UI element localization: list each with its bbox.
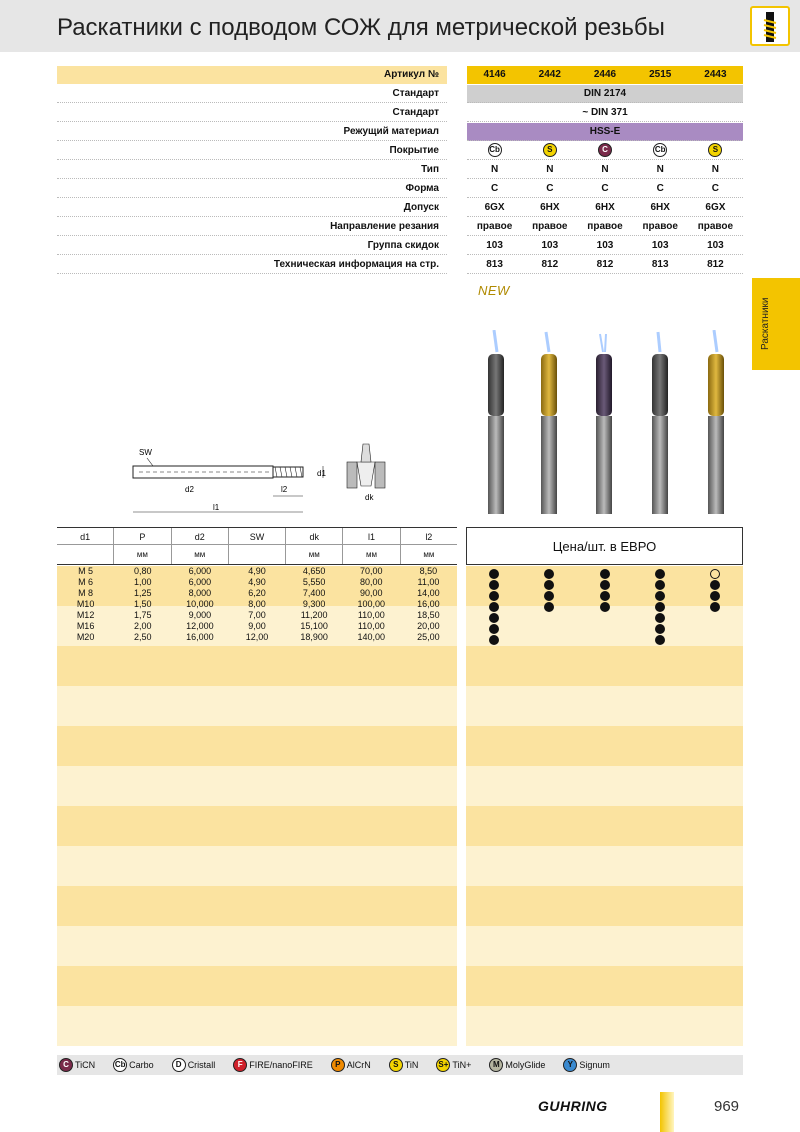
article-number: 2446 bbox=[593, 69, 617, 80]
direction-value: правое bbox=[476, 221, 513, 232]
discount-value: 103 bbox=[541, 240, 559, 251]
table-cell: 1,75 bbox=[133, 610, 152, 620]
availability-cell bbox=[577, 577, 632, 588]
coating-badge-icon: S bbox=[389, 1058, 403, 1072]
availability-cell bbox=[577, 632, 632, 643]
availability-cell bbox=[466, 566, 521, 577]
availability-row bbox=[466, 577, 743, 588]
column-unit bbox=[57, 545, 114, 564]
table-row bbox=[57, 588, 457, 599]
legend-label: FIRE/nanoFIRE bbox=[249, 1060, 313, 1070]
brand-logo: GUHRING bbox=[538, 1098, 608, 1114]
table-cell: 8,000 bbox=[188, 588, 212, 598]
legend-label: Carbo bbox=[129, 1060, 154, 1070]
table-cell: 0,80 bbox=[133, 566, 152, 576]
article-label: Артикул № bbox=[57, 66, 447, 84]
legend-label: TiN+ bbox=[452, 1060, 472, 1070]
table-cell: 16,00 bbox=[417, 599, 440, 609]
table-cell: 4,90 bbox=[248, 577, 266, 587]
table-row bbox=[57, 577, 457, 588]
form-value: C bbox=[601, 183, 609, 194]
table-cell: 18,900 bbox=[300, 632, 328, 642]
tolerance-value: 6GX bbox=[705, 202, 726, 213]
info-page: 812 bbox=[541, 259, 559, 270]
table-cell: 6,20 bbox=[248, 588, 266, 598]
form-value: C bbox=[711, 183, 720, 194]
tool-2446 bbox=[596, 334, 612, 514]
article-row bbox=[57, 66, 743, 85]
tolerance-label: Допуск bbox=[57, 199, 447, 217]
column-unit: мм bbox=[172, 545, 229, 564]
availability-cell bbox=[577, 610, 632, 621]
table-header bbox=[57, 527, 457, 545]
table-cell: 11,00 bbox=[417, 577, 440, 587]
legend-item bbox=[113, 1058, 154, 1072]
column-header: l1 bbox=[343, 528, 400, 544]
article-number: 2515 bbox=[649, 69, 672, 80]
availability-cell bbox=[521, 610, 576, 621]
tool-2515 bbox=[652, 332, 668, 514]
legend-item bbox=[436, 1058, 471, 1072]
availability-cell bbox=[688, 610, 743, 621]
availability-cell bbox=[466, 588, 521, 599]
table-cell: 70,00 bbox=[360, 566, 383, 576]
section-tab[interactable] bbox=[752, 278, 800, 370]
table-cell: 1,50 bbox=[133, 599, 152, 609]
availability-cell bbox=[688, 632, 743, 643]
standard-label: Стандарт bbox=[57, 85, 447, 103]
column-header: d1 bbox=[57, 528, 114, 544]
table-cell: 11,200 bbox=[300, 610, 328, 620]
table-cell: 1,00 bbox=[133, 577, 152, 587]
availability-cell bbox=[632, 610, 687, 621]
table-cell: 5,550 bbox=[302, 577, 326, 587]
price-header: Цена/шт. в ЕВРО bbox=[466, 527, 743, 565]
legend-item bbox=[331, 1058, 371, 1072]
availability-grid bbox=[466, 566, 743, 643]
info-page: 812 bbox=[707, 259, 724, 270]
table-row bbox=[57, 610, 457, 621]
availability-cell bbox=[632, 632, 687, 643]
material-value: HSS-E bbox=[589, 126, 621, 137]
tolerance-value: 6HX bbox=[595, 202, 615, 213]
direction-value: правое bbox=[587, 221, 623, 232]
dimensions-table bbox=[57, 527, 457, 565]
table-cell: M16 bbox=[76, 621, 95, 631]
coating-cell bbox=[467, 142, 522, 159]
table-cell: 7,400 bbox=[302, 588, 326, 598]
table-cell: 20,00 bbox=[417, 621, 440, 631]
availability-cell bbox=[521, 588, 576, 599]
tap-icon bbox=[750, 6, 790, 46]
standard2-row bbox=[57, 104, 743, 123]
availability-cell bbox=[688, 621, 743, 632]
availability-cell bbox=[466, 577, 521, 588]
availability-cell bbox=[688, 577, 743, 588]
table-cell: 7,00 bbox=[248, 610, 266, 620]
column-header: l2 bbox=[425, 532, 433, 542]
discount-row bbox=[57, 237, 743, 256]
type-value: N bbox=[711, 164, 720, 175]
table-cell: 25,00 bbox=[417, 632, 440, 642]
column-header: d2 bbox=[172, 528, 229, 544]
section-tab-label: Раскатники bbox=[760, 297, 771, 350]
table-cell: 12,000 bbox=[186, 621, 214, 631]
table-cell: 110,00 bbox=[357, 621, 385, 631]
row-band bbox=[57, 806, 743, 846]
availability-row bbox=[466, 599, 743, 610]
tool-images bbox=[466, 330, 746, 520]
legend-label: MolyGlide bbox=[505, 1060, 546, 1070]
table-cell: 100,00 bbox=[357, 599, 386, 609]
d1-label: d1 bbox=[317, 469, 326, 478]
page-number: 969 bbox=[714, 1098, 740, 1115]
row-band bbox=[57, 926, 743, 966]
info-page: 813 bbox=[486, 259, 503, 270]
standard-row bbox=[57, 85, 743, 104]
table-cell: M12 bbox=[76, 610, 95, 620]
availability-row bbox=[466, 588, 743, 599]
coating-cell bbox=[577, 142, 632, 159]
material-row bbox=[57, 123, 743, 142]
table-row bbox=[57, 621, 457, 632]
discount-value: 103 bbox=[486, 240, 503, 251]
footer-accent bbox=[660, 1092, 674, 1132]
availability-cell bbox=[466, 621, 521, 632]
tolerance-value: 6HX bbox=[540, 202, 560, 213]
availability-cell bbox=[466, 632, 521, 643]
l2-label: l2 bbox=[281, 485, 288, 494]
type-row bbox=[57, 161, 743, 180]
row-band bbox=[57, 966, 743, 1006]
availability-cell bbox=[632, 566, 687, 577]
tolerance-row bbox=[57, 199, 743, 218]
tool-4146 bbox=[488, 330, 504, 514]
tolerance-value: 6HX bbox=[650, 202, 670, 213]
table-cell: 2,00 bbox=[133, 621, 152, 631]
availability-cell bbox=[577, 621, 632, 632]
tool-2443 bbox=[708, 330, 724, 514]
row-band bbox=[57, 646, 743, 686]
material-label: Режущий материал bbox=[57, 123, 447, 141]
row-band bbox=[57, 766, 743, 806]
table-cell: 6,000 bbox=[188, 566, 212, 576]
coating-badge: S bbox=[543, 143, 557, 157]
table-cell: 18,50 bbox=[417, 610, 440, 620]
table-cell: M10 bbox=[76, 599, 95, 609]
legend-item bbox=[389, 1058, 419, 1072]
table-cell: 1,25 bbox=[133, 588, 152, 598]
availability-row bbox=[466, 610, 743, 621]
coating-badge-icon: D bbox=[172, 1058, 186, 1072]
availability-cell bbox=[632, 621, 687, 632]
availability-cell bbox=[577, 588, 632, 599]
coating-badge: C bbox=[598, 143, 612, 157]
tool-2442 bbox=[541, 332, 557, 514]
column-header: SW bbox=[229, 528, 286, 544]
table-cell: 9,300 bbox=[302, 599, 326, 609]
column-unit: мм bbox=[114, 545, 171, 564]
spec-table bbox=[57, 66, 743, 275]
discount-label: Группа скидок bbox=[57, 237, 447, 255]
coating-badge-icon: Y bbox=[563, 1058, 577, 1072]
table-cell: 9,000 bbox=[188, 610, 212, 620]
table-cell: 16,000 bbox=[186, 632, 214, 642]
dk-label: dk bbox=[365, 493, 374, 502]
legend-label: Signum bbox=[579, 1060, 610, 1070]
article-number: 2442 bbox=[538, 69, 561, 80]
standard2-label: Стандарт bbox=[57, 104, 447, 122]
form-value: C bbox=[546, 183, 554, 194]
coating-badge-icon: Cb bbox=[113, 1058, 127, 1072]
info-page: 812 bbox=[596, 259, 614, 270]
dimension-drawing bbox=[125, 440, 415, 520]
column-unit: мм bbox=[423, 550, 435, 559]
table-cell: 14,00 bbox=[417, 588, 440, 598]
legend-item bbox=[172, 1058, 216, 1072]
form-value: C bbox=[656, 183, 664, 194]
column-unit: мм bbox=[343, 545, 400, 564]
legend-label: Cristall bbox=[187, 1060, 216, 1070]
direction-value: правое bbox=[642, 221, 678, 232]
d2-label: d2 bbox=[185, 485, 194, 494]
table-cell: M20 bbox=[76, 632, 95, 642]
table-cell: M 5 bbox=[78, 566, 94, 576]
availability-cell bbox=[466, 599, 521, 610]
tolerance-value: 6GX bbox=[484, 202, 505, 213]
coating-cell bbox=[522, 142, 577, 159]
type-value: N bbox=[490, 164, 499, 175]
unit-row bbox=[57, 545, 457, 565]
article-number: 2443 bbox=[704, 69, 727, 80]
direction-value: правое bbox=[697, 221, 734, 232]
article-number: 4146 bbox=[483, 69, 506, 80]
table-cell: 15,100 bbox=[300, 621, 328, 631]
info-page: 813 bbox=[651, 259, 669, 270]
table-cell: M 8 bbox=[78, 588, 94, 598]
coating-badge: Cb bbox=[488, 143, 502, 157]
table-cell: 12,00 bbox=[245, 632, 269, 642]
table-cell: 6,000 bbox=[188, 577, 212, 587]
column-header: dk bbox=[286, 528, 343, 544]
column-unit: мм bbox=[286, 545, 343, 564]
availability-cell bbox=[577, 566, 632, 577]
availability-cell bbox=[688, 566, 743, 577]
direction-row bbox=[57, 218, 743, 237]
table-cell: 10,000 bbox=[186, 599, 214, 609]
row-band bbox=[57, 686, 743, 726]
coating-row bbox=[57, 142, 743, 161]
coating-legend bbox=[57, 1055, 743, 1075]
legend-item bbox=[489, 1058, 545, 1072]
discount-value: 103 bbox=[596, 240, 614, 251]
discount-value: 103 bbox=[707, 240, 724, 251]
legend-label: TiN bbox=[404, 1060, 419, 1070]
page-title: Раскатники с подводом СОЖ для метрической резьбы bbox=[57, 14, 665, 41]
coating-badge-icon: F bbox=[233, 1058, 247, 1072]
table-cell: 140,00 bbox=[357, 632, 386, 642]
table-cell: 9,00 bbox=[248, 621, 266, 631]
coating-cell bbox=[688, 142, 743, 159]
table-cell: 90,00 bbox=[360, 588, 383, 598]
type-value: N bbox=[546, 164, 554, 175]
coating-badge-icon: M bbox=[489, 1058, 503, 1072]
table-row bbox=[57, 632, 457, 643]
in-stock-dot-icon[interactable] bbox=[655, 635, 665, 645]
availability-cell bbox=[632, 577, 687, 588]
info-label: Техническая информация на стр. bbox=[57, 256, 447, 274]
l1-label: l1 bbox=[213, 503, 220, 512]
in-stock-dot-icon[interactable] bbox=[489, 635, 499, 645]
discount-value: 103 bbox=[651, 240, 669, 251]
legend-item bbox=[563, 1058, 610, 1072]
availability-cell bbox=[688, 599, 743, 610]
availability-cell bbox=[521, 632, 576, 643]
legend-item bbox=[59, 1058, 95, 1072]
table-cell: 8,50 bbox=[419, 566, 438, 576]
availability-cell bbox=[521, 599, 576, 610]
availability-row bbox=[466, 621, 743, 632]
direction-value: правое bbox=[532, 221, 568, 232]
availability-cell bbox=[632, 588, 687, 599]
table-cell: 110,00 bbox=[357, 610, 385, 620]
coating-badge: S bbox=[708, 143, 722, 157]
type-value: N bbox=[656, 164, 664, 175]
standard2-value: ~ DIN 371 bbox=[582, 107, 628, 118]
row-band bbox=[57, 846, 743, 886]
availability-cell bbox=[521, 621, 576, 632]
availability-cell bbox=[521, 566, 576, 577]
row-band bbox=[57, 886, 743, 926]
standard-value: DIN 2174 bbox=[583, 88, 627, 99]
coating-badge-icon: C bbox=[59, 1058, 73, 1072]
dimension-rows bbox=[57, 566, 457, 643]
info-row bbox=[57, 256, 743, 275]
new-badge: NEW bbox=[478, 283, 510, 298]
form-label: Форма bbox=[57, 180, 447, 198]
legend-item bbox=[233, 1058, 313, 1072]
availability-cell bbox=[466, 610, 521, 621]
row-band bbox=[57, 1006, 743, 1046]
availability-cell bbox=[688, 588, 743, 599]
page-header bbox=[0, 0, 800, 52]
coating-badge-icon: S+ bbox=[436, 1058, 450, 1072]
form-value: C bbox=[490, 183, 499, 194]
coating-cell bbox=[633, 142, 688, 159]
table-cell: 80,00 bbox=[360, 577, 383, 587]
table-cell: 4,650 bbox=[302, 566, 326, 576]
table-row bbox=[57, 599, 457, 610]
type-label: Тип bbox=[57, 161, 447, 179]
table-cell: M 6 bbox=[78, 577, 94, 587]
availability-cell bbox=[521, 577, 576, 588]
availability-row bbox=[466, 566, 743, 577]
sw-label: SW bbox=[139, 448, 152, 457]
column-header: P bbox=[114, 528, 171, 544]
table-cell: 2,50 bbox=[133, 632, 152, 642]
form-row bbox=[57, 180, 743, 199]
legend-label: AlCrN bbox=[346, 1060, 371, 1070]
coating-badge: Cb bbox=[653, 143, 667, 157]
table-cell: 4,90 bbox=[248, 566, 266, 576]
availability-cell bbox=[577, 599, 632, 610]
availability-cell bbox=[632, 599, 687, 610]
table-row bbox=[57, 566, 457, 577]
coating-badge-icon: P bbox=[331, 1058, 345, 1072]
column-unit bbox=[229, 545, 286, 564]
type-value: N bbox=[601, 164, 609, 175]
table-cell: 8,00 bbox=[248, 599, 266, 609]
direction-label: Направление резания bbox=[57, 218, 447, 236]
coating-label: Покрытие bbox=[57, 142, 447, 160]
availability-row bbox=[466, 632, 743, 643]
legend-label: TiCN bbox=[75, 1060, 96, 1070]
row-band bbox=[57, 726, 743, 766]
